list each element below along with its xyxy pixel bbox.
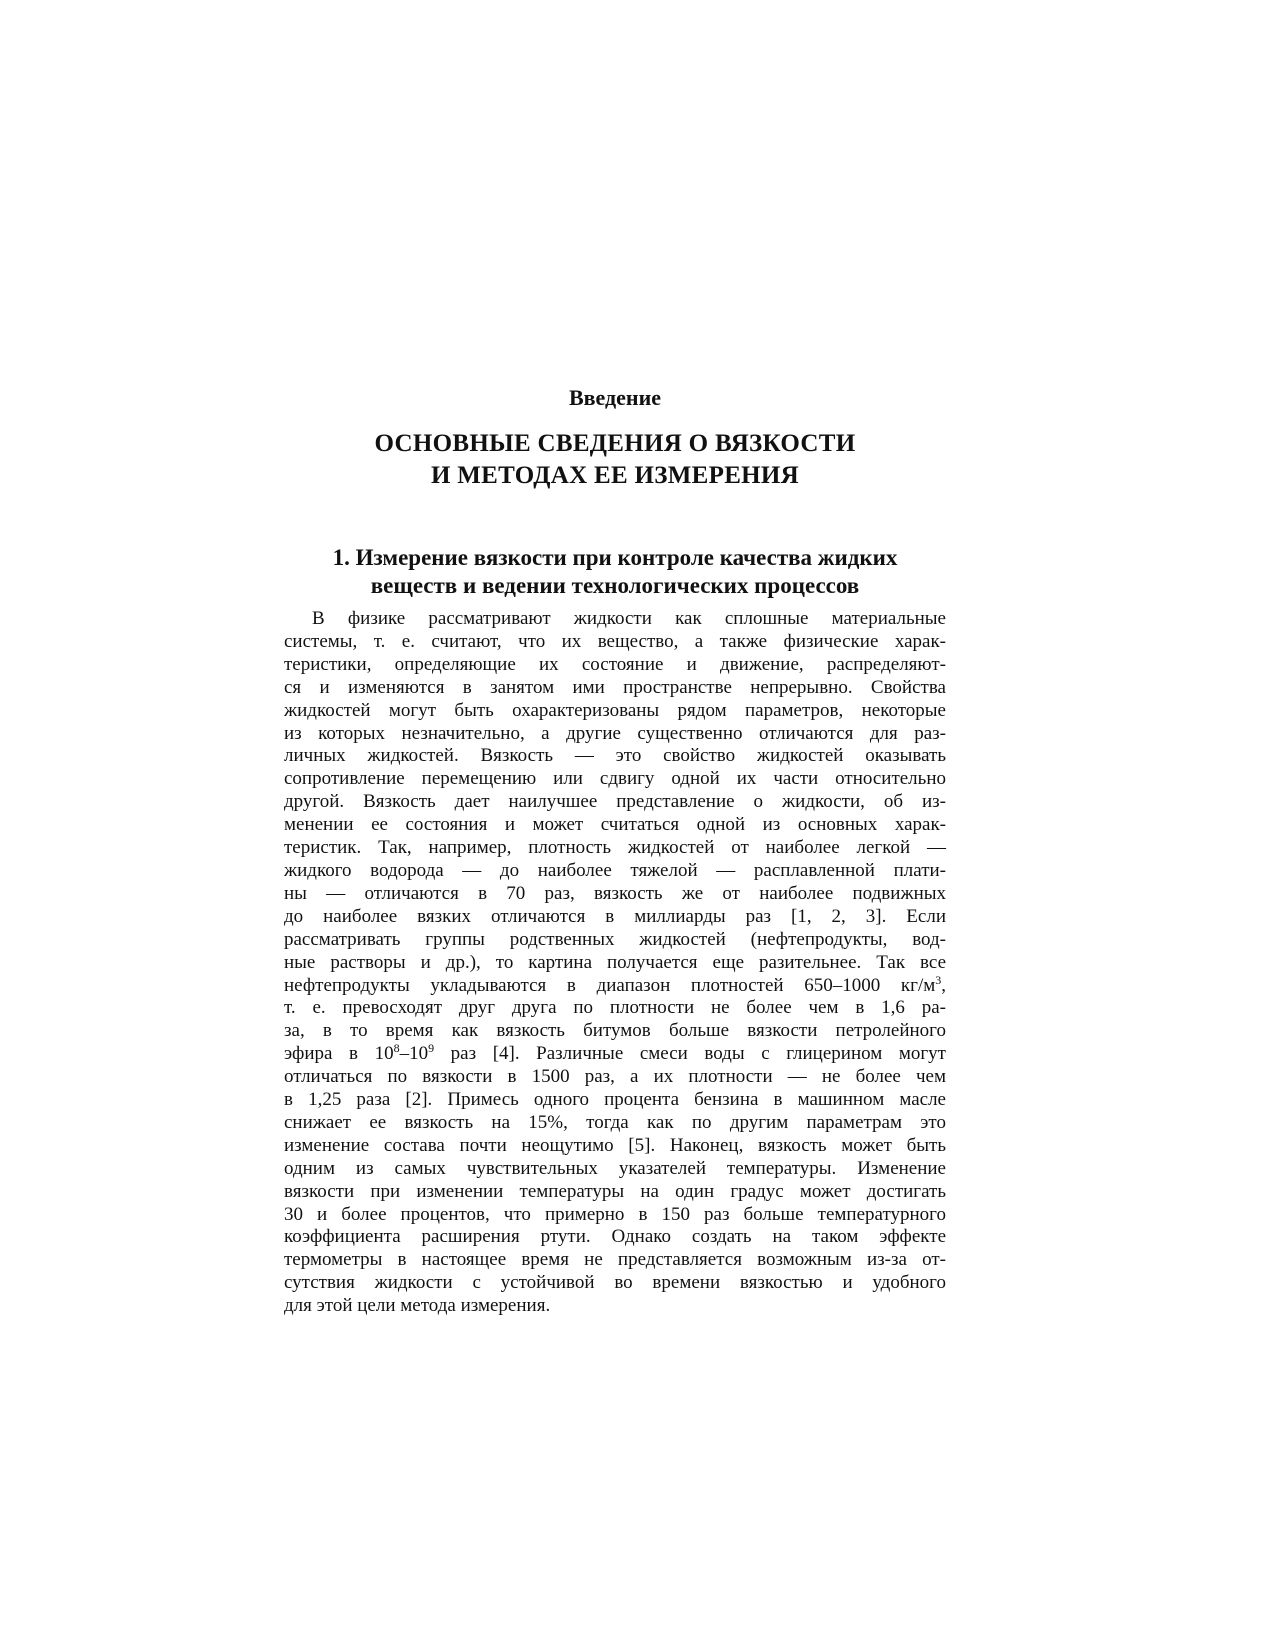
chapter-label: Введение xyxy=(568,385,662,410)
text-line: сопротивление перемещению или сдвигу одной их части относительно xyxy=(284,768,946,790)
text-line: в 1,25 раза [2]. Примесь одного процента бензина в машинном масле xyxy=(284,1089,946,1111)
text-line: жидкостей могут быть охарактеризованы рядом параметров, некоторые xyxy=(284,699,946,721)
section-title-line-1: 1. Измерение вязкости при контроле качества жидких xyxy=(332,545,898,570)
superscript: 3 xyxy=(935,972,942,987)
text-line: В физике рассматривают жидкости как сплошные материальные xyxy=(312,608,946,629)
text-line: термометры в настоящее время не представляется возможным из-за от- xyxy=(284,1249,946,1271)
text-line: отличаться по вязкости в 1500 раз, а их плотности — не более чем xyxy=(284,1066,946,1088)
text-line: ся и изменяются в занятом ими пространстве непрерывно. Свойства xyxy=(284,676,946,698)
text-fragment: –10 xyxy=(399,1043,429,1065)
text-line: теристики, определяющие их состояние и движение, распределяют- xyxy=(284,653,946,675)
chapter-title-line-2: И МЕТОДАХ ЕЕ ИЗМЕРЕНИЯ xyxy=(430,462,800,489)
text-fragment: , xyxy=(941,974,946,996)
text-line-with-superscript xyxy=(284,972,946,998)
text-line: теристик. Так, например, плотность жидкостей от наиболее легкой — xyxy=(284,837,946,859)
text-line: личных жидкостей. Вязкость — это свойство жидкостей оказывать xyxy=(284,745,946,767)
text-fragment: эфира в 10 xyxy=(284,1043,394,1065)
page xyxy=(284,384,946,1318)
text-line: из которых незначительно, а другие существенно отличаются для раз- xyxy=(284,722,946,744)
text-fragment: раз [4]. Различные смеси воды с глицерином могут xyxy=(434,1043,946,1065)
text-line: за, в то время как вязкость битумов больше вязкости петролейного xyxy=(284,1020,946,1042)
body-paragraph xyxy=(284,608,946,1318)
text-line: вязкости при изменении температуры на один градус может достигать xyxy=(284,1180,946,1202)
text-line: рассматривать группы родственных жидкостей (нефтепродукты, вод- xyxy=(284,928,946,950)
text-line: снижает ее вязкость на 15%, тогда как по другим параметрам это xyxy=(284,1111,946,1133)
section-title xyxy=(284,544,946,600)
text-line: ны — отличаются в 70 раз, вязкость же от наиболее подвижных xyxy=(284,882,946,904)
section-title-line-2: веществ и ведении технологических процессов xyxy=(370,573,860,598)
superscript: 9 xyxy=(428,1041,435,1056)
text-line: изменение состава почти неощутимо [5]. Наконец, вязкость может быть xyxy=(284,1134,946,1156)
text-fragment: нефтепродукты укладываются в диапазон плотностей 650–1000 кг/м xyxy=(284,974,936,996)
text-line: 30 и более процентов, что примерно в 150 раз больше температурного xyxy=(284,1203,946,1225)
text-line: жидкого водорода — до наиболее тяжелой — расплавленной плати- xyxy=(284,859,946,881)
text-line: коэффициента расширения ртути. Однако создать на таком эффекте xyxy=(284,1226,946,1248)
text-line-with-superscript xyxy=(284,1043,946,1066)
text-line: системы, т. е. считают, что их вещество, а также физические харак- xyxy=(284,630,946,652)
superscript: 8 xyxy=(393,1041,400,1056)
text-line: другой. Вязкость дает наилучшее представление о жидкости, об из- xyxy=(284,791,946,813)
text-line: до наиболее вязких отличаются в миллиарды раз [1, 2, 3]. Если xyxy=(284,905,946,927)
text-line: менении ее состояния и может считаться одной из основных харак- xyxy=(284,814,946,836)
text-line: т. е. превосходят друг друга по плотности не более чем в 1,6 ра- xyxy=(284,997,946,1019)
text-line: одним из самых чувствительных указателей температуры. Изменение xyxy=(284,1157,946,1179)
chapter-title-line-1: ОСНОВНЫЕ СВЕДЕНИЯ О ВЯЗКОСТИ xyxy=(374,430,856,457)
text-line: ные растворы и др.), то картина получается еще разительнее. Так все xyxy=(284,951,946,973)
text-line: сутствия жидкости с устойчивой во времени вязкостью и удобного xyxy=(284,1272,946,1294)
chapter-title xyxy=(284,428,946,492)
text-line: для этой цели метода измерения. xyxy=(284,1295,551,1317)
